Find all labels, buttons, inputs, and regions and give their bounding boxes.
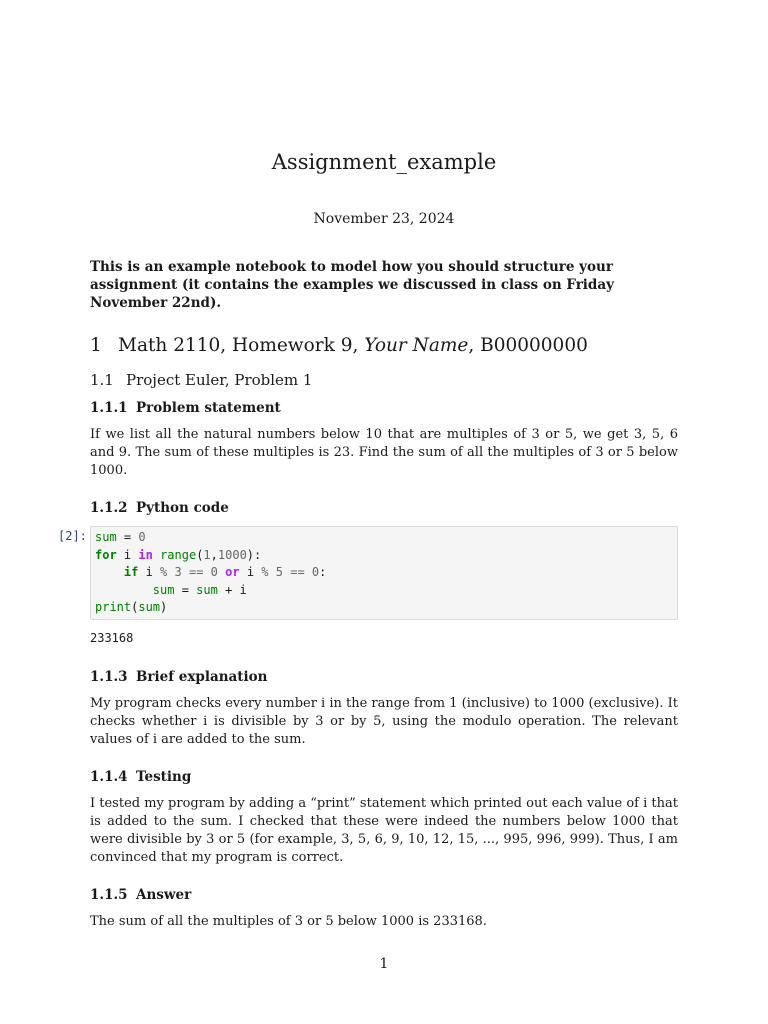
code-output: 233168: [90, 630, 134, 645]
problem-statement-title: Problem statement: [136, 400, 281, 416]
problem-statement-number: 1.1.1: [90, 400, 128, 416]
testing-title: Testing: [136, 768, 192, 785]
code-line-2: for i in range(1,1000):: [95, 547, 262, 562]
code-token: for: [95, 547, 117, 562]
answer-heading: [90, 886, 678, 904]
code-token: sum: [95, 530, 117, 544]
code-token: 3: [174, 565, 182, 579]
code-token: in: [138, 547, 153, 562]
code-cell[interactable]: [58, 526, 678, 620]
problem-statement-text: If we list all the natural numbers below 10 that are multiples of 3 or 5, we get 3, 5, 6 and 9. The sum of these multiples is 23. Find the sum of all the multiples of 3 or 5 below 1000.: [90, 427, 678, 478]
code-token: print: [95, 600, 132, 614]
explanation-number: 1.1.3: [90, 668, 128, 685]
code-line-1: sum = 0: [95, 530, 146, 544]
document-title: Assignment_example: [271, 150, 497, 174]
explanation-title: Brief explanation: [136, 668, 268, 685]
code-token: %: [261, 565, 269, 579]
section-title-prefix: Math 2110, Homework 9,: [118, 335, 365, 356]
testing-text: I tested my program by adding a “print” statement which printed out each value of i that is added to the sum. I checked that these were indeed the numbers below 1000 that were divisible by 3 or 5 (for example, 3, 5, 6, 9, 10, 12, 15, ..., 995, 996, 999). Thus, I am convinced that my program is correct.: [90, 795, 678, 865]
code-token: ==: [188, 565, 204, 579]
code-token: 0: [311, 565, 320, 579]
code-line-3: if i % 3 == 0 or i % 5 == 0:: [123, 565, 327, 579]
intro-paragraph: This is an example notebook to model how you should structure your assignment (it contains the examples we discussed in class on Friday November 22nd).: [90, 259, 614, 311]
answer-number: 1.1.5: [90, 886, 128, 903]
subsection-number: 1.1: [90, 371, 114, 389]
code-token: ==: [290, 565, 305, 579]
code-token: 1: [203, 547, 211, 562]
section-heading: [90, 334, 678, 358]
code-line-5: print(sum): [95, 600, 168, 614]
document-body: [58, 258, 678, 950]
testing-heading: [90, 768, 678, 786]
section-number: 1: [90, 335, 102, 356]
explanation-text: My program checks every number i in the range from 1 (inclusive) to 1000 (exclusive). It checks whether i is divisible by 3 or by 5, using the modulo operation. The relevant values of i are added to the sum.: [90, 695, 678, 747]
cell-prompt: [2]:: [58, 529, 87, 543]
python-code-title: Python code: [136, 500, 229, 516]
code-token: sum: [152, 582, 175, 597]
section-title-name: Your Name: [364, 335, 469, 356]
code-token: sum: [138, 600, 161, 614]
subsection-heading: [90, 370, 678, 390]
answer-text: The sum of all the multiples of 3 or 5 below 1000 is 233168.: [90, 913, 487, 929]
code-token: 0: [138, 530, 146, 544]
subsection-title: Project Euler, Problem 1: [126, 371, 313, 389]
code-token: 1000: [217, 547, 247, 562]
code-block[interactable]: [90, 526, 678, 620]
code-line-4: sum = sum + i: [152, 582, 247, 597]
problem-statement-heading: [90, 399, 678, 417]
code-token: range: [160, 547, 197, 562]
testing-number: 1.1.4: [90, 768, 128, 785]
section-title-suffix: , B00000000: [468, 335, 588, 356]
python-code-number: 1.1.2: [90, 500, 128, 516]
code-token: or: [225, 565, 240, 579]
page-number: 1: [379, 956, 389, 972]
document-date: November 23, 2024: [313, 211, 455, 227]
explanation-heading: [90, 668, 678, 686]
code-token: %: [160, 565, 168, 579]
code-token: sum: [196, 582, 218, 597]
code-token: if: [123, 565, 139, 579]
answer-title: Answer: [136, 886, 192, 903]
python-code-heading: [90, 499, 678, 517]
code-token: 5: [275, 565, 283, 579]
code-token: 0: [210, 565, 218, 579]
